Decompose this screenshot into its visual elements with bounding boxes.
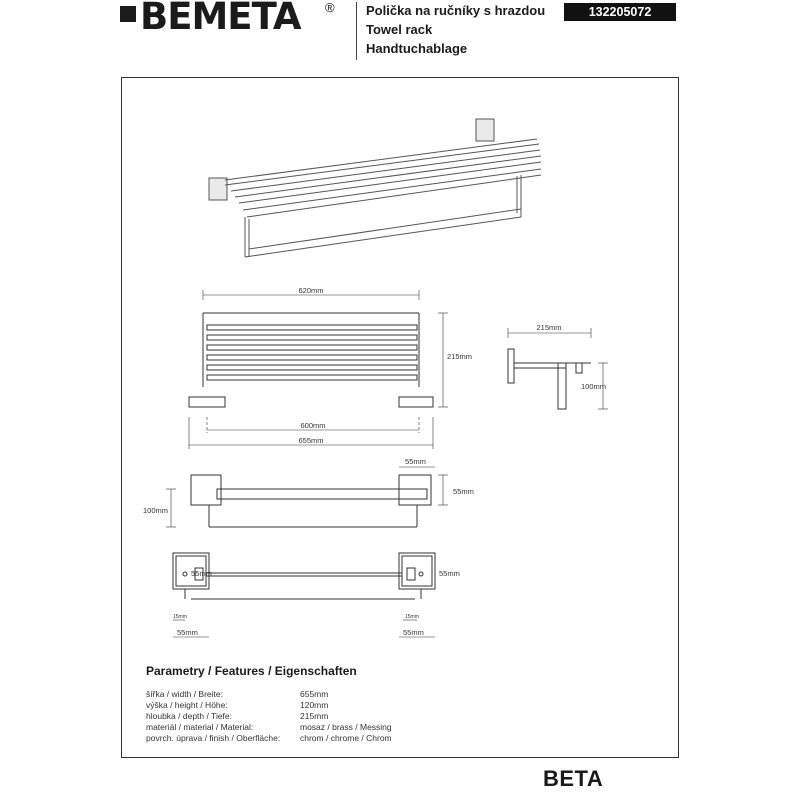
param-label-material: materiál / material / Material: — [146, 722, 254, 732]
side-view — [508, 328, 608, 409]
product-name-en: Towel rack — [366, 22, 433, 37]
param-label-height: výška / height / Höhe: — [146, 700, 228, 710]
param-label-depth: hloubka / depth / Tiefe: — [146, 711, 233, 721]
parameters-title: Parametry / Features / Eigenschaften — [146, 664, 357, 678]
dim-bottom-right: 55mm — [403, 628, 424, 637]
param-value-finish: chrom / chrome / Chrom — [300, 733, 392, 743]
param-label-finish: povrch. úprava / finish / Oberfläche: — [146, 733, 281, 743]
dim-front-height: 215mm — [447, 352, 473, 361]
registered-mark: ® — [325, 0, 335, 15]
product-name-de: Handtuchablage — [366, 41, 468, 56]
param-value-material: mosaz / brass / Messing — [300, 722, 392, 732]
param-value-width: 655mm — [300, 689, 329, 699]
dim-total-width: 655mm — [298, 436, 324, 445]
dim-screw-left: 15mm — [173, 614, 187, 620]
product-illustration — [209, 119, 541, 257]
dim-plate-left: 55mm — [191, 569, 212, 578]
dim-inner-width: 600mm — [300, 421, 326, 430]
dim-bottom-left: 55mm — [177, 628, 198, 637]
technical-drawing — [121, 77, 679, 758]
header-divider — [356, 2, 357, 60]
dim-front-width: 620mm — [298, 286, 324, 295]
dim-side-height: 100mm — [581, 382, 607, 391]
dim-top-flange: 55mm — [405, 457, 426, 466]
series-name: BETA — [543, 766, 604, 791]
logo-square-icon — [120, 6, 136, 22]
dim-top-flange-side: 55mm — [453, 487, 474, 496]
product-name-cz: Polička na ručníky s hrazdou — [366, 3, 546, 18]
product-code-badge: 132205072 — [564, 3, 676, 21]
param-label-width: šířka / width / Breite: — [146, 689, 223, 699]
plate-view — [173, 553, 435, 637]
param-value-height: 120mm — [300, 700, 329, 710]
brand-logo: BEMETA — [140, 0, 301, 38]
dim-screw-right: 15mm — [405, 614, 419, 620]
dim-side-depth: 215mm — [536, 323, 562, 332]
dim-top-height: 100mm — [143, 506, 169, 515]
top-view — [166, 467, 448, 527]
param-value-depth: 215mm — [300, 711, 329, 721]
dim-plate-right: 55mm — [439, 569, 460, 578]
